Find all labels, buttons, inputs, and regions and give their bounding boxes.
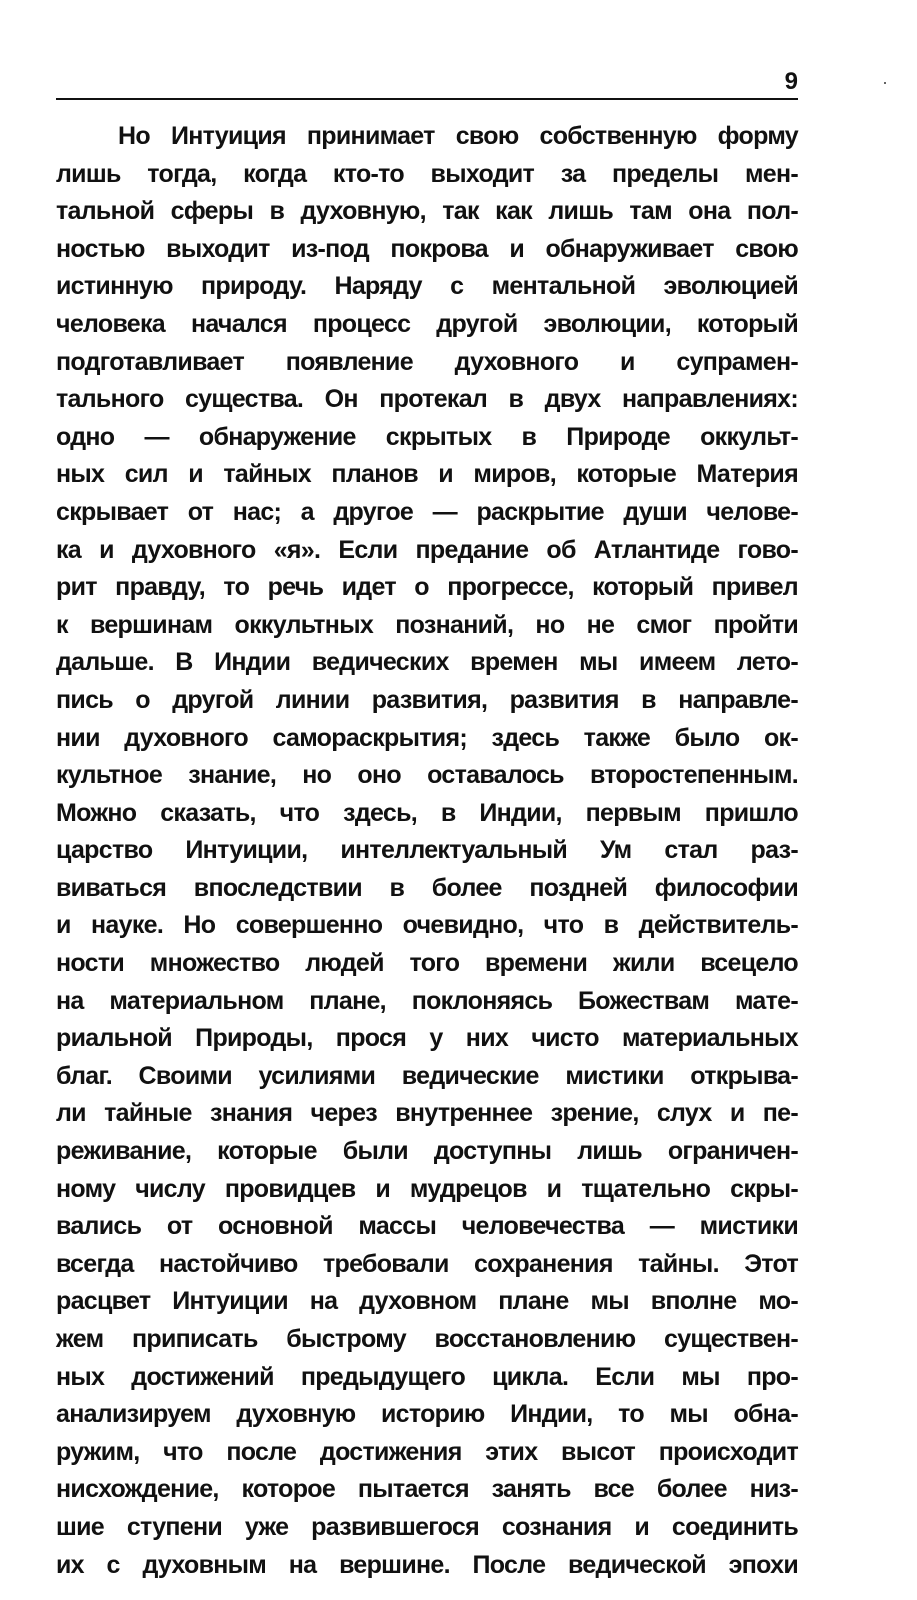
text-line: ности множество людей того времени жили всецело bbox=[56, 949, 798, 978]
text-line: ностью выходит из-под покрова и обнаруживает свою bbox=[56, 234, 798, 263]
text-line: шие ступени уже развившегося сознания и соединить bbox=[56, 1512, 798, 1541]
text-line: человека начался процесс другой эволюции, который bbox=[56, 309, 798, 338]
text-line: ли тайные знания через внутреннее зрение, слух и пе- bbox=[56, 1099, 798, 1128]
body-text bbox=[56, 118, 798, 1584]
text-line: к вершинам оккультных познаний, но не смог пройти bbox=[56, 610, 798, 639]
text-line: и науке. Но совершенно очевидно, что в действитель- bbox=[56, 911, 798, 940]
text-line: рит правду, то речь идет о прогрессе, который привел bbox=[56, 573, 798, 602]
text-line: жем приписать быстрому восстановлению существен- bbox=[56, 1325, 798, 1353]
page-number: 9 bbox=[784, 68, 798, 95]
text-line: нии духовного самораскрытия; здесь также было ок- bbox=[56, 723, 798, 752]
text-line: подготавливает появление духовного и супрамен- bbox=[56, 347, 798, 376]
text-line: скрывает от нас; а другое — раскрытие души челове- bbox=[56, 497, 798, 526]
text-line: Но Интуиция принимает свою собственную форму bbox=[118, 122, 798, 150]
text-line: культное знание, но оно оставалось второстепенным. bbox=[56, 761, 798, 790]
text-line: тального существа. Он протекал в двух направлениях: bbox=[56, 385, 798, 414]
header-rule bbox=[56, 98, 798, 100]
text-line: благ. Своими усилиями ведические мистики открыва- bbox=[56, 1061, 798, 1090]
text-line: ных достижений предыдущего цикла. Если мы про- bbox=[56, 1362, 798, 1391]
text-line: расцвет Интуиции на духовном плане мы вполне мо- bbox=[56, 1287, 798, 1316]
text-line: ных сил и тайных планов и миров, которые Материя bbox=[56, 460, 798, 489]
text-line: ка и духовного «я». Если предание об Атлантиде гово- bbox=[56, 535, 798, 564]
text-line: истинную природу. Наряду с ментальной эволюцией bbox=[56, 272, 798, 301]
text-line: пись о другой линии развития, развития в направле- bbox=[56, 685, 798, 714]
text-line: царство Интуиции, интеллектуальный Ум стал раз- bbox=[56, 836, 798, 865]
text-line: одно — обнаружение скрытых в Природе оккульт- bbox=[56, 422, 798, 451]
text-line: ному числу провидцев и мудрецов и тщательно скры- bbox=[56, 1174, 798, 1203]
text-line: реживание, которые были доступны лишь ограничен- bbox=[56, 1137, 798, 1166]
text-line: всегда настойчиво требовали сохранения тайны. Этот bbox=[56, 1249, 798, 1278]
text-line: нисхождение, которое пытается занять все более низ- bbox=[56, 1475, 798, 1504]
text-line: тальной сферы в духовную, так как лишь там она пол- bbox=[56, 197, 798, 226]
text-line: на материальном плане, поклоняясь Божествам мате- bbox=[56, 986, 798, 1015]
text-line: лишь тогда, когда кто-то выходит за пределы мен- bbox=[56, 159, 798, 188]
text-line: виваться впоследствии в более поздней философии bbox=[56, 873, 798, 902]
scan-speck bbox=[884, 82, 886, 84]
text-line: ружим, что после достижения этих высот происходит bbox=[56, 1437, 798, 1466]
text-line: дальше. В Индии ведических времен мы имеем лето- bbox=[56, 648, 798, 677]
text-line: их с духовным на вершине. После ведической эпохи bbox=[56, 1550, 798, 1579]
text-line: анализируем духовную историю Индии, то мы обна- bbox=[56, 1400, 798, 1429]
text-line: Можно сказать, что здесь, в Индии, первым пришло bbox=[56, 798, 798, 827]
text-line: риальной Природы, прося у них чисто материальных bbox=[56, 1024, 798, 1053]
text-line: вались от основной массы человечества — мистики bbox=[56, 1212, 798, 1241]
